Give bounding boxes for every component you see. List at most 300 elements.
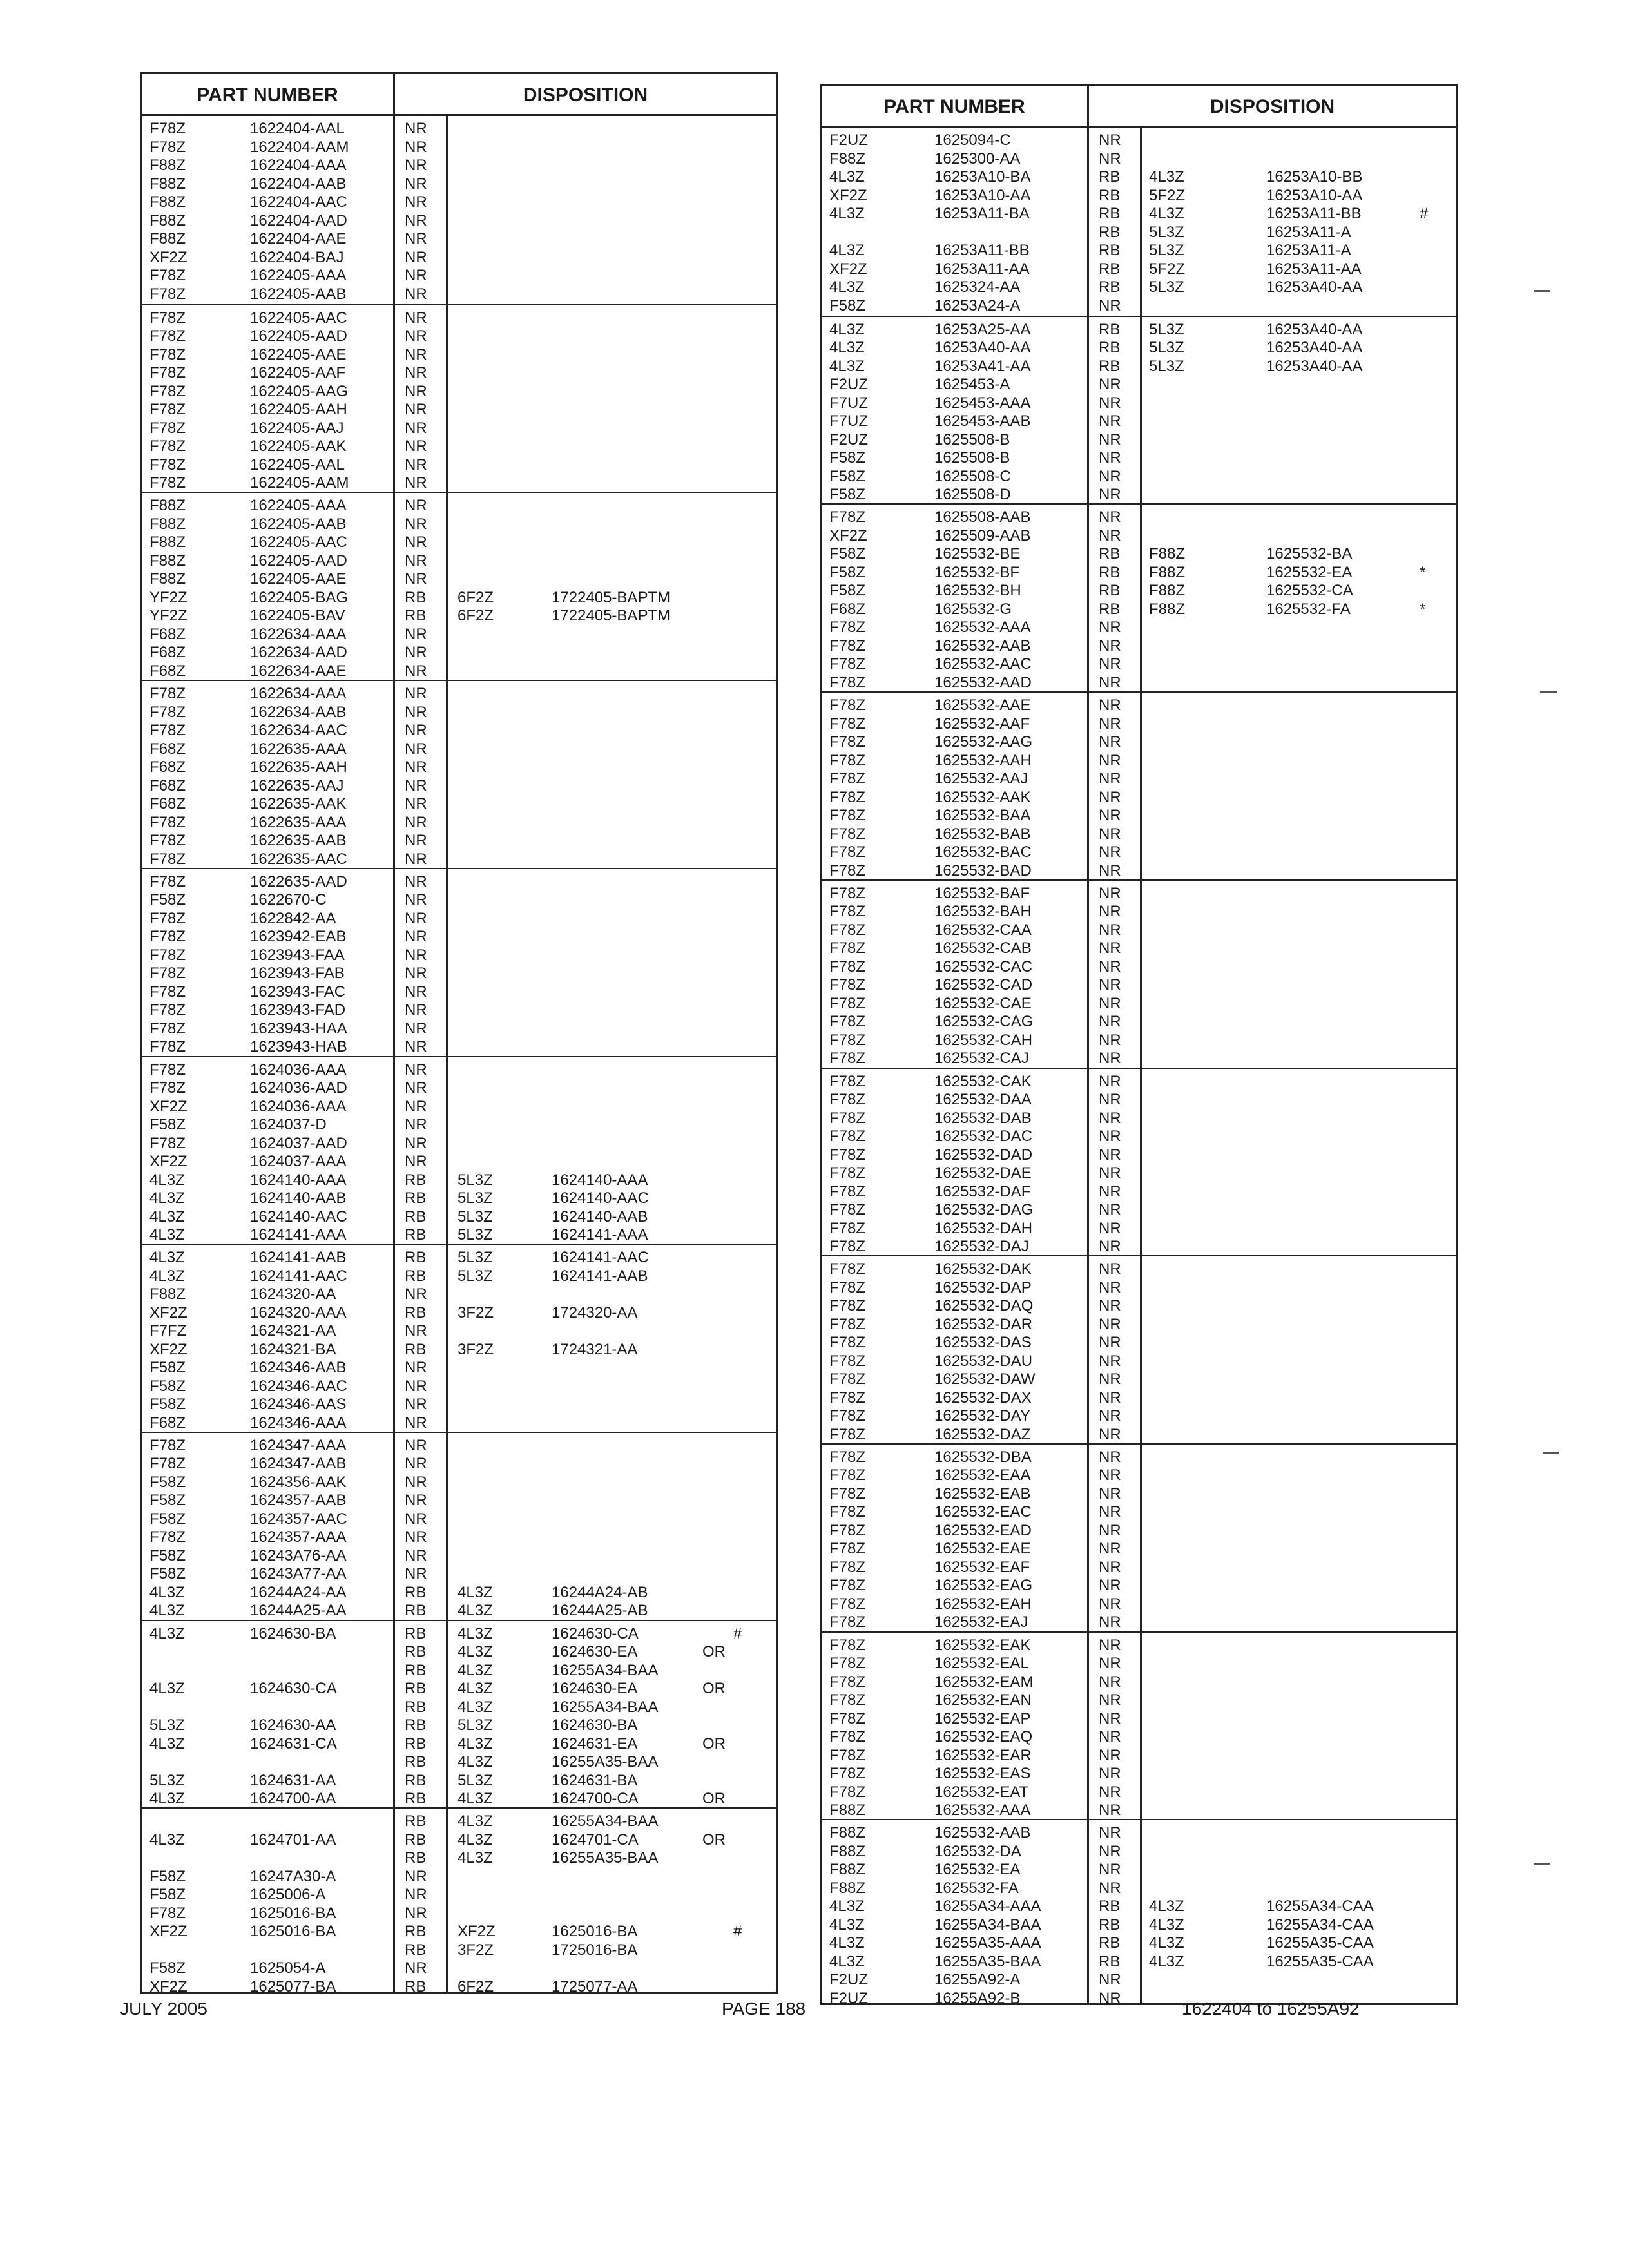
replacement-part-number: 16255A35-CAA <box>1266 1952 1374 1970</box>
disposition-code: NR <box>405 740 427 758</box>
table-row <box>822 168 1456 187</box>
prefix: 4L3Z <box>149 1583 185 1601</box>
table-row <box>142 139 776 157</box>
table-row <box>822 1898 1456 1916</box>
part-number: 1624036-AAD <box>250 1079 347 1097</box>
prefix: F78Z <box>149 345 186 363</box>
part-number: 1622635-AAH <box>250 758 347 776</box>
replacement-prefix: 6F2Z <box>458 1977 494 1995</box>
disposition-code: NR <box>405 267 427 284</box>
replacement-prefix: F88Z <box>1149 600 1186 618</box>
table-row <box>822 1861 1456 1879</box>
table-row <box>142 1396 776 1414</box>
part-number: 1622634-AAA <box>250 685 347 703</box>
disposition-code: NR <box>405 533 427 552</box>
part-number: 16255A92-B <box>934 1989 1021 2007</box>
table-row <box>822 1971 1456 1990</box>
table-row <box>142 120 776 139</box>
footer-page-number: PAGE 188 <box>722 1999 806 2019</box>
table-row <box>142 795 776 814</box>
prefix: F78Z <box>829 1540 866 1558</box>
part-number: 1622635-AAA <box>250 740 347 758</box>
disposition-code: RB <box>1099 1898 1121 1916</box>
disposition-code: NR <box>1099 131 1121 149</box>
part-number: 1624140-AAB <box>250 1189 347 1207</box>
table-row <box>142 607 776 626</box>
replacement-part-number: 1624140-AAA <box>552 1171 648 1189</box>
table-row <box>142 1923 776 1941</box>
table-row <box>142 364 776 383</box>
part-number: 1625532-DAC <box>934 1128 1033 1145</box>
prefix: F78Z <box>149 419 186 437</box>
table-row <box>822 486 1456 505</box>
disposition-code: NR <box>405 552 427 570</box>
prefix: F68Z <box>149 795 186 813</box>
disposition-code: RB <box>405 1812 427 1831</box>
row-group <box>822 1443 1456 1633</box>
table-row <box>822 1220 1456 1238</box>
part-number: 1625532-AAK <box>934 788 1031 806</box>
row-group <box>822 503 1456 693</box>
replacement-part-number: 1624630-CA <box>552 1624 639 1642</box>
prefix: F78Z <box>829 1691 866 1709</box>
part-number: 1624320-AAA <box>250 1303 347 1321</box>
prefix: F78Z <box>829 673 866 691</box>
table-row <box>142 437 776 456</box>
row-group <box>822 1255 1456 1445</box>
table-row <box>822 1783 1456 1802</box>
replacement-part-number: 16253A10-AA <box>1266 186 1363 204</box>
replacement-prefix: 5F2Z <box>1149 260 1186 278</box>
part-number: 1625532-BAD <box>934 861 1032 879</box>
table-row <box>142 832 776 850</box>
disposition-code: NR <box>1099 1182 1121 1200</box>
part-number: 1622404-AAL <box>250 120 345 137</box>
prefix: 4L3Z <box>149 1267 185 1285</box>
prefix: F78Z <box>829 976 866 994</box>
table-row <box>142 704 776 722</box>
disposition-code: NR <box>1099 673 1121 691</box>
disposition-code: NR <box>405 248 427 266</box>
part-number: 1625532-DAW <box>934 1370 1036 1389</box>
part-number: 1625532-DAX <box>934 1389 1032 1407</box>
disposition-code: NR <box>405 1904 427 1922</box>
replacement-prefix: 5L3Z <box>1149 223 1184 241</box>
part-number: 1622635-AAJ <box>250 776 344 794</box>
prefix: F2UZ <box>829 430 868 448</box>
part-number: 1622404-BAJ <box>250 248 344 266</box>
row-group <box>822 691 1456 881</box>
prefix: F78Z <box>829 508 866 526</box>
prefix: F78Z <box>829 655 866 673</box>
prefix: F78Z <box>149 832 186 850</box>
disposition-code: NR <box>1099 1334 1121 1352</box>
table-row <box>822 1710 1456 1729</box>
table-row <box>142 1602 776 1620</box>
part-number: 1625006-A <box>250 1886 326 1904</box>
disposition-code: NR <box>405 1528 427 1546</box>
table-row <box>822 1426 1456 1445</box>
replacement-part-number: 16253A11-A <box>1266 223 1351 241</box>
prefix: F78Z <box>829 1128 866 1145</box>
disposition-code: RB <box>1099 278 1121 296</box>
disposition-code: NR <box>405 813 427 831</box>
prefix: F58Z <box>829 545 866 563</box>
prefix: F88Z <box>829 1824 866 1842</box>
table-row <box>142 1267 776 1286</box>
part-number: 1625532-AAB <box>934 637 1031 655</box>
prefix: F78Z <box>149 872 186 890</box>
part-number: 1622634-AAA <box>250 625 347 643</box>
table-row <box>142 1831 776 1850</box>
part-number: 1622405-AAE <box>250 345 347 363</box>
disposition-code: NR <box>405 891 427 909</box>
replacement-prefix: 5L3Z <box>458 1171 493 1189</box>
disposition-code: NR <box>405 193 427 211</box>
table-row <box>142 1359 776 1378</box>
prefix: XF2Z <box>149 248 188 266</box>
part-number: 1625532-DBA <box>934 1448 1032 1466</box>
part-number: 1622405-AAB <box>250 285 347 303</box>
disposition-code: NR <box>405 1377 427 1395</box>
right-parts-table <box>820 84 1458 2005</box>
prefix: F88Z <box>149 497 186 515</box>
footnote-mark: * <box>1420 563 1426 581</box>
replacement-part-number: 16253A11-AA <box>1266 260 1362 278</box>
part-number: 1622635-AAC <box>250 850 347 868</box>
part-number: 16253A10-BA <box>934 168 1031 186</box>
prefix: XF2Z <box>149 1303 188 1321</box>
replacement-part-number: 16253A40-AA <box>1266 320 1363 338</box>
part-number: 1624346-AAC <box>250 1377 347 1395</box>
table-row <box>142 570 776 589</box>
replacement-part-number: 1624631-EA <box>552 1735 638 1753</box>
disposition-code: NR <box>1099 1013 1121 1031</box>
footnote-mark: # <box>733 1624 742 1642</box>
part-number: 1625300-AA <box>934 149 1021 168</box>
table-row <box>822 1352 1456 1371</box>
row-group <box>142 304 776 494</box>
table-row <box>142 309 776 328</box>
part-number: 1624036-AAA <box>250 1097 347 1115</box>
prefix: F58Z <box>149 1492 186 1510</box>
prefix: F78Z <box>829 1673 866 1691</box>
table-row <box>822 1050 1456 1068</box>
disposition-header: DISPOSITION <box>1210 96 1335 117</box>
part-number: 1625532-CAG <box>934 1013 1034 1031</box>
replacement-part-number: 1624140-AAC <box>552 1189 649 1207</box>
prefix: F78Z <box>829 637 866 655</box>
prefix: F88Z <box>829 1879 866 1897</box>
replacement-part-number: 1624141-AAA <box>552 1226 648 1244</box>
part-number: 1624347-AAA <box>250 1436 347 1454</box>
table-row <box>142 533 776 552</box>
disposition-code: NR <box>1099 1765 1121 1783</box>
table-row <box>822 939 1456 958</box>
table-row <box>142 1978 776 1997</box>
part-number: 1625532-DAA <box>934 1091 1032 1108</box>
disposition-code: NR <box>405 1473 427 1491</box>
table-row <box>822 862 1456 881</box>
table-row <box>142 249 776 267</box>
prefix: F78Z <box>829 1503 866 1521</box>
disposition-code: RB <box>405 588 427 606</box>
table-row <box>142 285 776 304</box>
table-row <box>822 715 1456 734</box>
disposition-code: NR <box>1099 884 1121 902</box>
row-group <box>142 1056 776 1245</box>
prefix: F78Z <box>829 1072 866 1090</box>
table-row <box>822 131 1456 150</box>
prefix: F78Z <box>149 1019 186 1037</box>
part-number: 1623943-FAB <box>250 965 345 983</box>
replacement-part-number: 1624140-AAB <box>552 1207 648 1225</box>
prefix: 4L3Z <box>829 1934 865 1952</box>
table-row <box>142 1171 776 1190</box>
part-number: 1622405-AAG <box>250 382 349 400</box>
part-number: 1625532-BAA <box>934 807 1031 825</box>
part-number: 1624701-AA <box>250 1831 336 1849</box>
part-number: 1625508-B <box>934 430 1010 448</box>
replacement-part-number: 1625532-CA <box>1266 582 1353 600</box>
disposition-code: NR <box>405 703 427 721</box>
replacement-prefix: 4L3Z <box>1149 1952 1184 1970</box>
part-number: 16253A25-AA <box>934 320 1031 338</box>
disposition-code: RB <box>405 1941 427 1959</box>
prefix: F78Z <box>149 983 186 1001</box>
prefix: F78Z <box>829 1260 866 1278</box>
prefix: F58Z <box>829 296 866 314</box>
prefix: F78Z <box>149 813 186 831</box>
part-number: 1625324-AA <box>934 278 1021 296</box>
part-number: 1625532-DAQ <box>934 1297 1034 1315</box>
table-row <box>142 327 776 346</box>
part-number: 1625532-EAL <box>934 1655 1029 1673</box>
prefix: 4L3Z <box>149 1790 185 1808</box>
part-number: 1624357-AAC <box>250 1510 347 1528</box>
prefix: 4L3Z <box>149 1624 185 1642</box>
table-row <box>822 1201 1456 1220</box>
disposition-code: RB <box>405 1753 427 1771</box>
table-row <box>142 1378 776 1396</box>
disposition-code: NR <box>1099 1297 1121 1315</box>
part-number: 1622634-AAE <box>250 662 347 680</box>
table-row <box>822 752 1456 771</box>
part-number: 1625532-DAK <box>934 1260 1032 1278</box>
replacement-prefix: 5L3Z <box>458 1267 493 1285</box>
prefix: F78Z <box>829 1297 866 1315</box>
or-note: OR <box>702 1643 726 1661</box>
prefix: F58Z <box>829 486 866 504</box>
replacement-part-number: 1624630-EA <box>552 1643 638 1661</box>
row-group <box>142 680 776 869</box>
table-row <box>142 1510 776 1529</box>
table-row <box>142 515 776 534</box>
part-number: 1625532-AAA <box>934 1802 1031 1820</box>
part-number: 16255A35-AAA <box>934 1934 1041 1952</box>
part-number: 1624037-AAD <box>250 1134 347 1152</box>
disposition-code: NR <box>405 1038 427 1056</box>
disposition-code: NR <box>1099 733 1121 751</box>
prefix: F78Z <box>829 788 866 806</box>
table-row <box>822 1183 1456 1202</box>
disposition-code: NR <box>405 474 427 492</box>
disposition-code: NR <box>405 570 427 588</box>
disposition-code: NR <box>405 1396 427 1414</box>
disposition-code: RB <box>405 1340 427 1358</box>
part-number: 1625532-EAG <box>934 1577 1033 1595</box>
disposition-code: NR <box>1099 1260 1121 1278</box>
disposition-code: RB <box>405 1249 427 1267</box>
table-row <box>142 589 776 608</box>
prefix: F68Z <box>829 600 866 618</box>
table-row <box>822 1824 1456 1843</box>
table-row <box>822 637 1456 656</box>
disposition-code: RB <box>1099 186 1121 204</box>
prefix: XF2Z <box>149 1340 188 1358</box>
replacement-prefix: 5L3Z <box>458 1716 493 1735</box>
prefix: F68Z <box>149 776 186 794</box>
disposition-code: NR <box>405 1116 427 1133</box>
prefix: F78Z <box>149 285 186 303</box>
part-number: 1622405-BAG <box>250 588 349 606</box>
disposition-code: NR <box>405 1546 427 1564</box>
part-number: 1622635-AAD <box>250 872 347 890</box>
disposition-code: RB <box>405 1643 427 1661</box>
table-row <box>142 1547 776 1566</box>
disposition-code: NR <box>1099 467 1121 485</box>
row-group <box>142 1244 776 1433</box>
disposition-code: NR <box>1099 1540 1121 1558</box>
prefix: F78Z <box>829 1238 866 1255</box>
table-row <box>822 1297 1456 1316</box>
part-number: 1625532-EAR <box>934 1746 1032 1764</box>
part-number: 1625532-BE <box>934 545 1021 563</box>
disposition-code: NR <box>405 327 427 345</box>
disposition-code: NR <box>405 515 427 533</box>
disposition-code: NR <box>1099 1448 1121 1466</box>
table-row <box>142 1116 776 1135</box>
part-number: 1624630-BA <box>250 1624 336 1642</box>
part-number: 1625532-BAB <box>934 825 1031 843</box>
prefix: F78Z <box>149 722 186 740</box>
prefix: F78Z <box>829 751 866 769</box>
table-row <box>142 1492 776 1510</box>
table-row <box>822 150 1456 169</box>
disposition-code: NR <box>405 965 427 983</box>
part-number: 16253A41-AA <box>934 357 1031 375</box>
table-row <box>822 958 1456 977</box>
disposition-code: NR <box>1099 1655 1121 1673</box>
table-row <box>142 1772 776 1791</box>
table-row <box>822 1503 1456 1522</box>
replacement-part-number: 1724320-AA <box>552 1303 638 1321</box>
replacement-part-number: 16255A34-BAA <box>552 1698 659 1716</box>
disposition-code: NR <box>405 285 427 303</box>
replacement-part-number: 1625532-FA <box>1266 600 1351 618</box>
disposition-code: NR <box>1099 751 1121 769</box>
part-number: 1625532-AAA <box>934 619 1031 637</box>
prefix: F78Z <box>149 120 186 137</box>
disposition-code: NR <box>405 1322 427 1340</box>
prefix: F68Z <box>149 1414 186 1432</box>
disposition-code: NR <box>405 722 427 740</box>
table-row <box>822 619 1456 637</box>
replacement-part-number: 1725016-BA <box>552 1941 638 1959</box>
or-note: OR <box>702 1680 726 1698</box>
prefix: F78Z <box>149 1904 186 1922</box>
table-row <box>142 626 776 644</box>
replacement-prefix: 5F2Z <box>1149 186 1186 204</box>
disposition-code: NR <box>1099 903 1121 921</box>
part-number: 1624357-AAB <box>250 1492 347 1510</box>
part-number: 16244A24-AA <box>250 1583 347 1601</box>
prefix: F58Z <box>149 1886 186 1904</box>
prefix: F78Z <box>829 1466 866 1485</box>
prefix: F78Z <box>829 1219 866 1237</box>
disposition-code: RB <box>1099 1952 1121 1970</box>
part-number: 1622405-AAJ <box>250 419 344 437</box>
disposition-code: NR <box>1099 655 1121 673</box>
table-row <box>822 242 1456 260</box>
table-row <box>142 1698 776 1717</box>
replacement-prefix: 5L3Z <box>1149 339 1184 357</box>
disposition-code: RB <box>405 1171 427 1189</box>
prefix: F88Z <box>149 211 186 229</box>
table-row <box>822 1091 1456 1110</box>
prefix: F78Z <box>829 1334 866 1352</box>
prefix: F78Z <box>829 1031 866 1049</box>
prefix: F58Z <box>149 1473 186 1491</box>
disposition-code: NR <box>1099 1425 1121 1443</box>
disposition-code: RB <box>1099 600 1121 618</box>
prefix: F78Z <box>829 1182 866 1200</box>
part-number: 1624321-AA <box>250 1322 336 1340</box>
prefix: F78Z <box>149 1455 186 1473</box>
part-number: 1622405-AAA <box>250 267 347 284</box>
prefix: F78Z <box>829 1050 866 1068</box>
disposition-code: RB <box>405 1583 427 1601</box>
disposition-code: NR <box>1099 1164 1121 1182</box>
table-row <box>822 976 1456 995</box>
replacement-prefix: 4L3Z <box>1149 1916 1184 1934</box>
part-number: 1624631-CA <box>250 1735 337 1753</box>
replacement-prefix: 6F2Z <box>458 588 494 606</box>
part-number: 1625453-AAA <box>934 394 1031 412</box>
table-row <box>142 193 776 212</box>
disposition-code: NR <box>405 1001 427 1019</box>
table-row <box>822 1128 1456 1146</box>
replacement-part-number: 1624141-AAB <box>552 1267 648 1285</box>
replacement-prefix: 4L3Z <box>1149 1934 1184 1952</box>
part-number-header: PART NUMBER <box>197 84 338 106</box>
disposition-code: NR <box>1099 1802 1121 1820</box>
prefix: 5L3Z <box>149 1716 185 1735</box>
part-number: 1622670-C <box>250 891 327 909</box>
part-number: 1622405-AAA <box>250 497 347 515</box>
replacement-part-number: 16255A34-BAA <box>552 1661 659 1679</box>
prefix: F78Z <box>829 619 866 637</box>
table-row <box>142 1322 776 1341</box>
table-row <box>142 1414 776 1433</box>
table-row <box>822 697 1456 715</box>
disposition-code: NR <box>1099 1201 1121 1218</box>
table-row <box>822 885 1456 903</box>
replacement-part-number: 1625532-BA <box>1266 545 1353 563</box>
disposition-code: NR <box>1099 1636 1121 1654</box>
disposition-code: NR <box>1099 770 1121 788</box>
table-row <box>142 1001 776 1020</box>
